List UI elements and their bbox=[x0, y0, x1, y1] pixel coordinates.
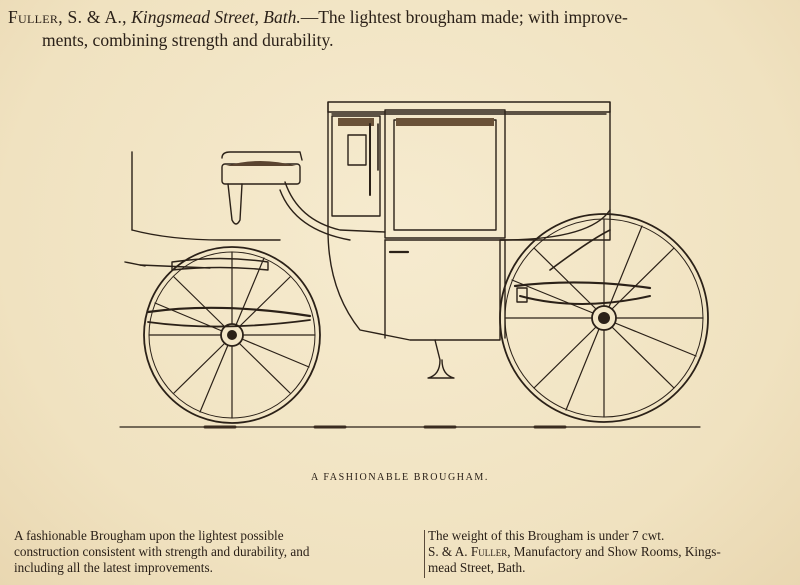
header-line-2: ments, combining strength and durability. bbox=[42, 30, 334, 50]
right-line-2-rest: Manufactory and Show Rooms, Kings- bbox=[513, 544, 721, 559]
figure-caption: A FASHIONABLE BROUGHAM. bbox=[310, 472, 489, 483]
right-line-1: The weight of this Brougham is under 7 cwt. bbox=[428, 528, 665, 543]
entry-header bbox=[8, 6, 800, 52]
left-line-2: construction consistent with strength and durability, and bbox=[14, 544, 310, 559]
description-left bbox=[14, 528, 414, 576]
header-description: —The lightest brougham made; with improve- bbox=[300, 7, 628, 27]
column-divider bbox=[424, 530, 425, 578]
firm-street: Kingsmead Street, Bath. bbox=[131, 7, 301, 27]
left-line-3: including all the latest improvements. bbox=[14, 560, 213, 575]
firm-name: Fuller, S. & A., bbox=[8, 7, 127, 27]
header-line-1 bbox=[8, 6, 800, 29]
right-firm-name: S. & A. Fuller, bbox=[428, 544, 511, 559]
right-line-3: mead Street, Bath. bbox=[428, 560, 526, 575]
right-line-2 bbox=[428, 544, 800, 560]
left-line-1: A fashionable Brougham upon the lightest possible bbox=[14, 528, 284, 543]
brougham-illustration bbox=[110, 90, 710, 440]
description-right bbox=[428, 528, 800, 576]
